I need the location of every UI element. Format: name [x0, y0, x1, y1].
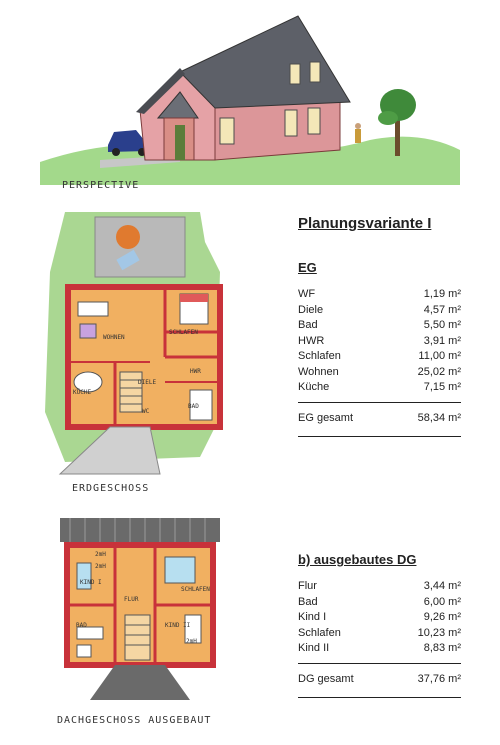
room-label-kind-2: KIND II [165, 622, 191, 629]
dg-total-row [298, 663, 461, 699]
area-row: Schlafen 10,23 m² [298, 626, 461, 639]
area-row: Kind I 9,26 m² [298, 611, 461, 623]
upper-floor-caption: DACHGESCHOSS AUSGEBAUT [57, 715, 212, 726]
ground-floor-plan [40, 212, 230, 477]
eg-rows [298, 287, 461, 396]
room-label-wc: WC [142, 408, 150, 415]
area-row: WF 1,19 m² [298, 288, 461, 300]
height-note-2: 2mH [95, 563, 106, 570]
dg-total-value: 37,76 m² [417, 672, 461, 685]
area-row: Bad 6,00 m² [298, 595, 461, 608]
room-label-bad: BAD [188, 403, 199, 410]
perspective-caption: PERSPECTIVE [62, 180, 140, 191]
height-note-3: 2mH [186, 638, 197, 645]
eg-total-row [298, 402, 461, 438]
room-label-kueche: KÜCHE [73, 389, 92, 396]
room-label-schlafen: SCHLAFEN [169, 329, 198, 336]
area-row: Schlafen 11,00 m² [298, 350, 461, 362]
area-row: Küche 7,15 m² [298, 381, 461, 393]
area-row: Diele 4,57 m² [298, 303, 461, 316]
area-row: Wohnen 25,02 m² [298, 365, 461, 378]
height-note-1: 2mH [95, 551, 106, 558]
planning-variant-title: Planungsvariante I [298, 215, 432, 232]
house-perspective-sketch [40, 10, 460, 185]
dg-heading: b) ausgebautes DG [298, 552, 417, 567]
umbrella-icon [116, 225, 140, 249]
person-icon [355, 123, 361, 143]
eg-area-panel [298, 215, 461, 437]
area-row: Kind II 8,83 m² [298, 642, 461, 654]
upper-floor-plan [55, 515, 225, 705]
area-row: HWR 3,91 m² [298, 334, 461, 347]
room-label-wohnen: WOHNEN [103, 334, 125, 341]
eg-total-label: EG gesamt [298, 411, 354, 424]
room-label-hwr: HWR [190, 368, 201, 375]
room-label-kind-1: KIND I [80, 579, 102, 586]
ground-floor-caption: ERDGESCHOSS [72, 483, 150, 494]
dg-total-label: DG gesamt [298, 672, 354, 685]
room-label-bad-dg: BAD [76, 622, 87, 629]
room-label-flur: FLUR [124, 596, 139, 603]
area-row: Bad 5,50 m² [298, 319, 461, 331]
eg-total-value: 58,34 m² [417, 411, 461, 424]
eg-heading: EG [298, 260, 317, 275]
dg-area-panel [298, 552, 461, 698]
area-row: Flur 3,44 m² [298, 580, 461, 592]
room-label-diele: DIELE [138, 379, 157, 386]
dg-rows [298, 579, 461, 657]
room-label-schlafen-dg: SCHLAFEN [181, 586, 210, 593]
